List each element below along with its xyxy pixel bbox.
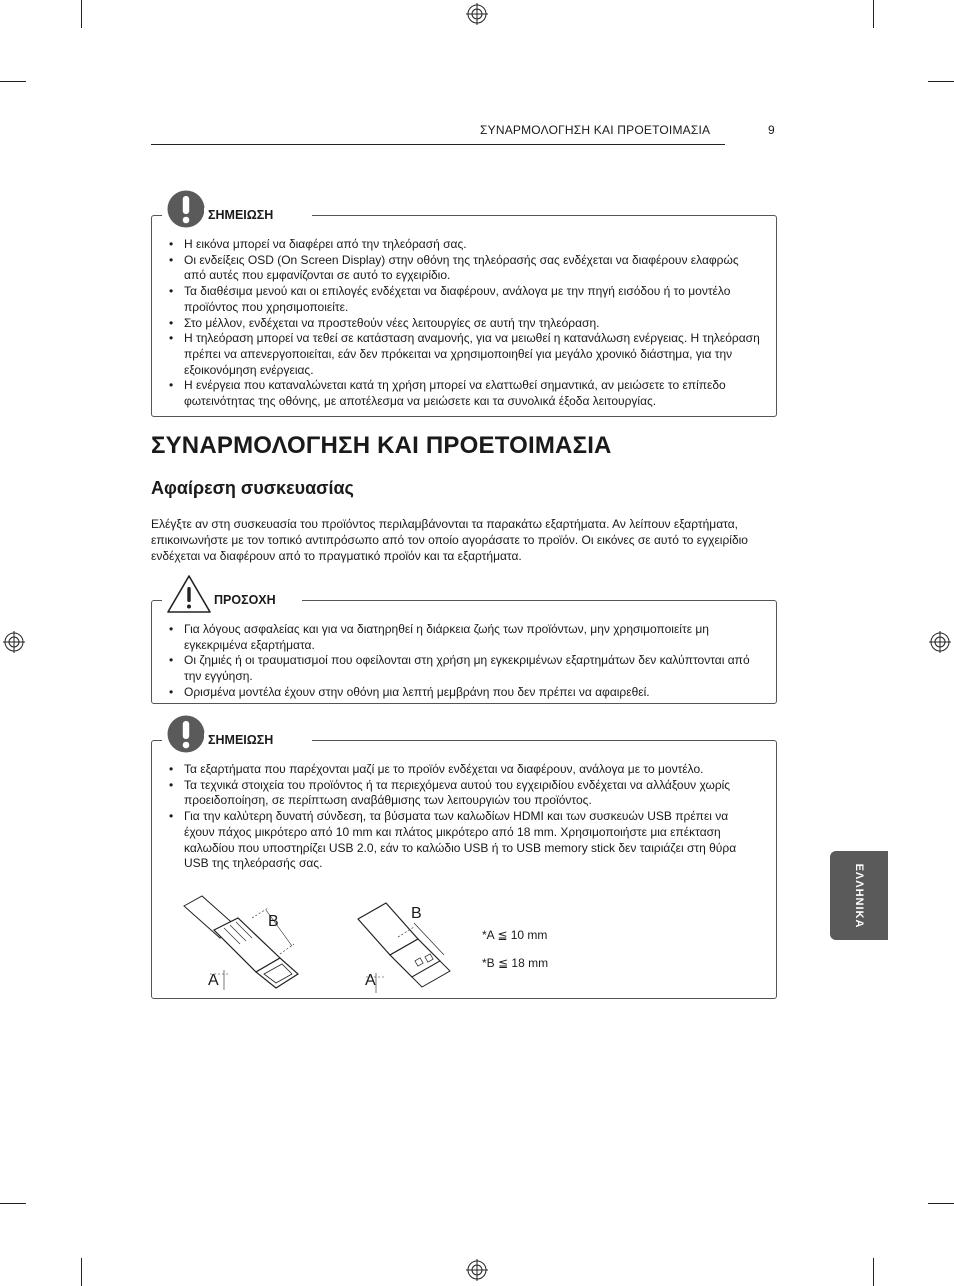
caution-box: [151, 593, 777, 704]
note-label: ΣΗΜΕΙΩΣΗ: [204, 733, 279, 747]
list-item: • Η εικόνα μπορεί να διαφέρει από την τηλεόρασή σας.: [169, 237, 762, 253]
hdmi-plug-illustration: [180, 894, 310, 994]
registration-mark-icon: [3, 631, 25, 653]
registration-mark-icon: [466, 3, 488, 25]
list-item: • Στο μέλλον, ενδέχεται να προστεθούν νέες λειτουργίες σε αυτή την τηλεόραση.: [169, 316, 762, 332]
registration-mark-icon: [929, 631, 951, 653]
crop-mark: [0, 81, 26, 82]
list-item: • Οι ενδείξεις OSD (On Screen Display) στην οθόνη της τηλεόρασής σας ενδέχεται να διαφέρουν ελαφρώς από αυτές που εμφανίζονται σε αυτό το εγχειρίδιο.: [169, 253, 762, 284]
dimension-spec-a: *A ≦ 10 mm: [482, 928, 548, 942]
crop-mark: [928, 81, 954, 82]
crop-mark: [81, 0, 82, 28]
list-item: • Για λόγους ασφαλείας και για να διατηρηθεί η διάρκεια ζωής των προϊόντων, μην χρησιμοποιείτε μη εγκεκριμένα εξαρτήματα.: [169, 622, 762, 653]
dimension-label-b: B: [411, 905, 422, 922]
list-item: • Για την καλύτερη δυνατή σύνδεση, τα βύσματα των καλωδίων HDMI και των συσκευών USB πρέπει να έχουν πάχος μικρότερο από 10 mm και πλάτος μικρότερο από 18 mm. Χρησιμοποιήστε μια επέκταση καλωδίου που υποστηρίζει USB 2.0, εάν το καλώδιο USB ή το USB memory stick δεν ταιριάζει στη θύρα USB της τηλεόρασής σας.: [169, 809, 762, 872]
section-heading: Αφαίρεση συσκευασίας: [151, 478, 354, 498]
crop-mark: [81, 1258, 82, 1286]
list-item: • Η ενέργεια που καταναλώνεται κατά τη χρήση μπορεί να ελαττωθεί σημαντικά, αν μειώσετε το επίπεδο φωτεινότητας της οθόνης, με αποτέλεσμα να μειώσετε και τα συνολικά έξοδα λειτουργίας.: [169, 378, 762, 409]
language-tab: [830, 851, 888, 940]
running-header: ΣΥΝΑΡΜΟΛΟΓΗΣΗ ΚΑΙ ΠΡΟΕΤΟΙΜΑΣΙΑ: [480, 123, 711, 137]
note-list: [169, 237, 762, 410]
crop-mark: [0, 1203, 26, 1204]
crop-mark: [873, 1258, 874, 1286]
header-rule: [151, 144, 725, 145]
note-box: [151, 208, 777, 417]
exclamation-circle-icon: [166, 189, 206, 229]
dimension-label-a: A: [208, 972, 219, 989]
list-item: • Η τηλεόραση μπορεί να τεθεί σε κατάσταση αναμονής, για να μειωθεί η κατανάλωση ενέργειας. Η τηλεόραση πρέπει να απενεργοποιείται, εάν δεν πρόκειται να χρησιμοποιηθεί για μεγάλο χρονικό διάστημα, για την εξοικονόμηση ενέργειας.: [169, 331, 762, 378]
page-title: ΣΥΝΑΡΜΟΛΟΓΗΣΗ ΚΑΙ ΠΡΟΕΤΟΙΜΑΣΙΑ: [151, 432, 612, 459]
list-item: • Τα εξαρτήματα που παρέχονται μαζί με το προϊόν ενδέχεται να διαφέρουν, ανάλογα με το μοντέλο.: [169, 762, 762, 778]
caution-list: [169, 622, 762, 701]
list-item: • Τα τεχνικά στοιχεία του προϊόντος ή τα περιεχόμενα αυτού του εγχειριδίου ενδέχεται να αλλάξουν χωρίς προειδοποίηση, σε περίπτωση αναβάθμισης των λειτουργιών του προϊόντος.: [169, 778, 762, 809]
registration-mark-icon: [466, 1259, 488, 1281]
dimension-spec-b: *B ≦ 18 mm: [482, 956, 549, 970]
crop-mark: [873, 0, 874, 28]
page-number: 9: [768, 123, 775, 137]
note-list: [169, 762, 762, 872]
list-item: • Τα διαθέσιμα μενού και οι επιλογές ενδέχεται να διαφέρουν, ανάλογα με την πηγή εισόδου ή το μοντέλο προϊόντος που χρησιμοποιείτε.: [169, 284, 762, 315]
list-item: • Ορισμένα μοντέλα έχουν στην οθόνη μια λεπτή μεμβράνη που δεν πρέπει να αφαιρεθεί.: [169, 685, 762, 701]
dimension-label-b: B: [268, 913, 279, 930]
caution-label: ΠΡΟΣΟΧΗ: [210, 593, 282, 607]
crop-mark: [928, 1203, 954, 1204]
list-item: • Οι ζημιές ή οι τραυματισμοί που οφείλονται στη χρήση μη εγκεκριμένων εξαρτημάτων δεν καλύπτονται από την εγγύηση.: [169, 653, 762, 684]
intro-paragraph: Ελέγξτε αν στη συσκευασία του προϊόντος περιλαμβάνονται τα παρακάτω εξαρτήματα. Αν λείπουν εξαρτήματα, επικοινωνήστε με τον τοπικό αντιπρόσωπο από τον οποίο αγοράσατε το προϊόν. Οι εικόνες σε αυτό το εγχειρίδιο ενδέχεται να διαφέρουν από το πραγματικό προϊόν και τα εξαρτήματα.: [151, 517, 748, 563]
note-box: [151, 733, 777, 999]
note-label: ΣΗΜΕΙΩΣΗ: [204, 208, 279, 222]
warning-triangle-icon: [166, 574, 212, 614]
dimension-label-a: A: [365, 972, 376, 989]
exclamation-circle-icon: [166, 714, 206, 754]
language-tab-label: ΕΛΛΗΝΙΚΑ: [853, 863, 865, 928]
